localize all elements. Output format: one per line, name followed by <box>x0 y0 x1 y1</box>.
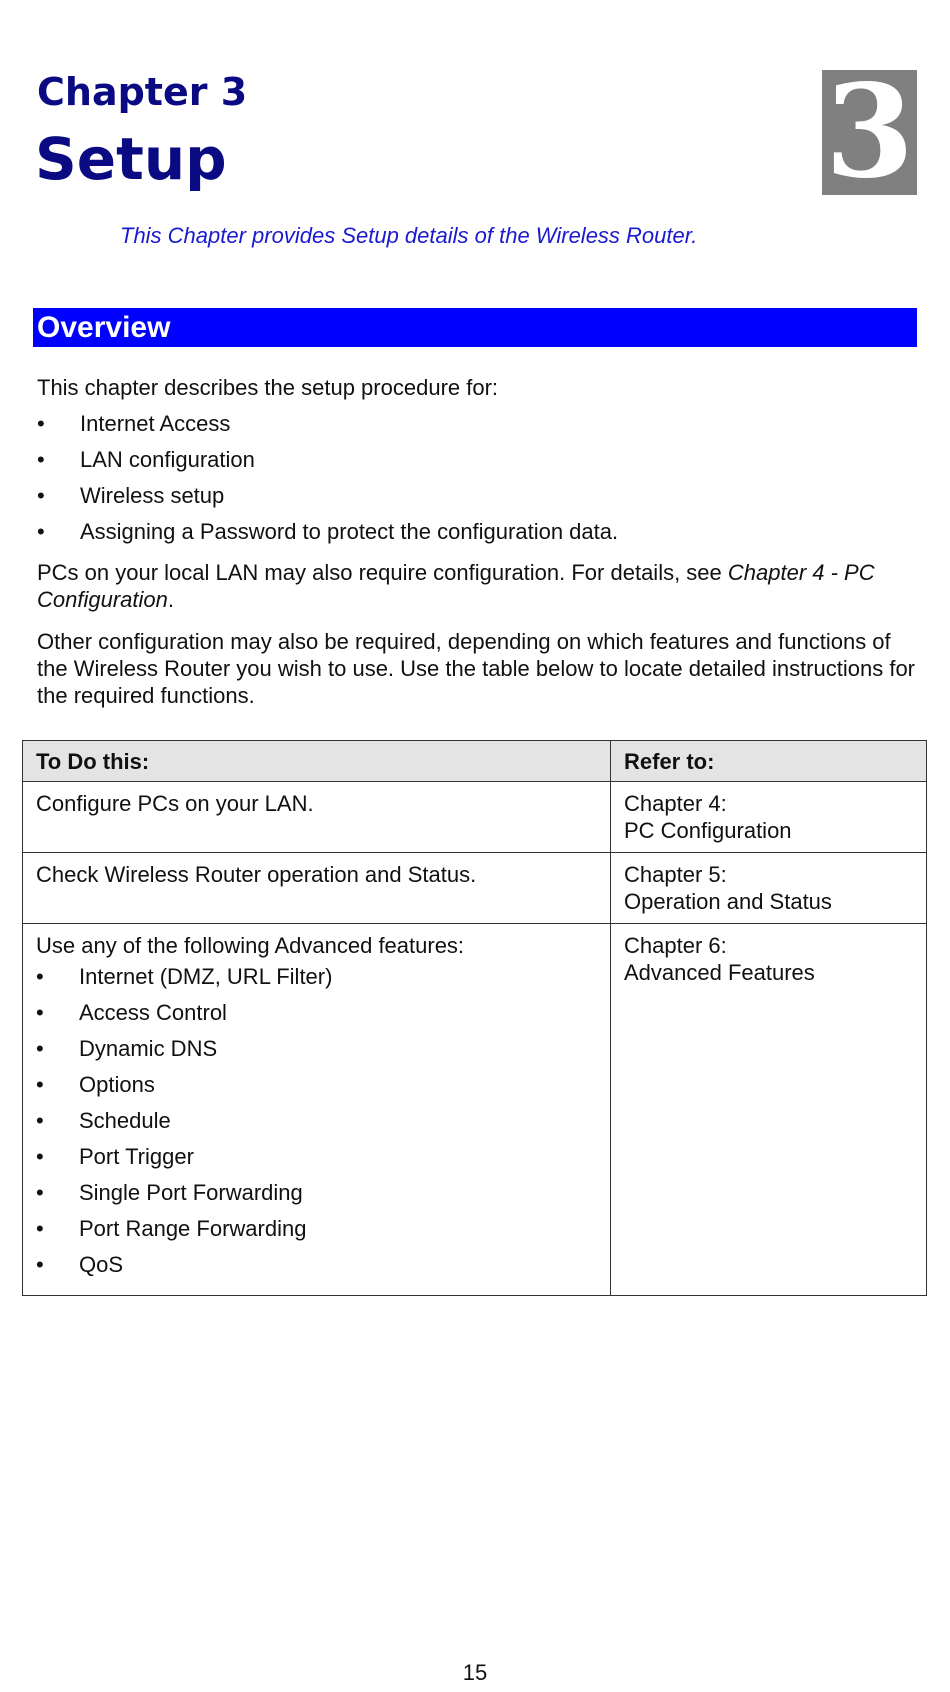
chapter-reference: Chapter 4 - PC Configuration <box>37 560 875 612</box>
chapter-label: Chapter 3 <box>37 70 248 114</box>
reference-title: Operation and Status <box>624 889 832 914</box>
list-item: • Assigning a Password to protect the configuration data. <box>37 518 618 554</box>
list-item: • Schedule <box>36 1107 597 1143</box>
other-config-paragraph: Other configuration may also be required, depending on which features and functions of the Wireless Router you wish to use. Use the table below to locate detailed instructions for the required functions. <box>37 629 916 708</box>
reference-cell <box>611 924 927 1296</box>
list-item: • Access Control <box>36 999 597 1035</box>
chapter-intro: This Chapter provides Setup details of the Wireless Router. <box>120 223 698 248</box>
reference-cell <box>611 782 927 853</box>
list-item: • Wireless setup <box>37 482 618 518</box>
list-item: • QoS <box>36 1251 597 1287</box>
reference-chapter: Chapter 4: <box>624 791 727 816</box>
task-cell: Configure PCs on your LAN. <box>23 782 611 853</box>
chapter-number-badge: 3 <box>822 70 917 195</box>
pc-config-paragraph <box>37 559 917 613</box>
list-item: • Options <box>36 1071 597 1107</box>
paragraph-text: PCs on your local LAN may also require configuration. For details, see <box>37 560 728 585</box>
table-header-row <box>23 741 927 782</box>
reference-chapter: Chapter 5: <box>624 862 727 887</box>
reference-table <box>22 740 927 1296</box>
task-text: Use any of the following Advanced features: <box>36 933 465 958</box>
task-cell: Check Wireless Router operation and Status. <box>23 853 611 924</box>
table-row <box>23 853 927 924</box>
column-header-reference: Refer to: <box>611 741 927 782</box>
section-heading-overview: Overview <box>33 308 917 347</box>
reference-chapter: Chapter 6: <box>624 933 727 958</box>
advanced-features-list <box>36 963 597 1287</box>
list-item: • Port Range Forwarding <box>36 1215 597 1251</box>
overview-lead: This chapter describes the setup procedure for: <box>37 375 499 400</box>
column-header-task: To Do this: <box>23 741 611 782</box>
task-cell <box>23 924 611 1296</box>
page-number: 15 <box>462 1660 488 1685</box>
reference-title: PC Configuration <box>624 818 792 843</box>
list-item: • Internet Access <box>37 410 618 446</box>
paragraph-text: . <box>167 587 174 612</box>
chapter-title: Setup <box>35 125 227 193</box>
list-item: • Single Port Forwarding <box>36 1179 597 1215</box>
table-row <box>23 924 927 1296</box>
table-row <box>23 782 927 853</box>
list-item: • LAN configuration <box>37 446 618 482</box>
list-item: • Internet (DMZ, URL Filter) <box>36 963 597 999</box>
reference-title: Advanced Features <box>624 960 815 985</box>
list-item: • Port Trigger <box>36 1143 597 1179</box>
setup-topic-list <box>37 410 618 554</box>
reference-cell <box>611 853 927 924</box>
list-item: • Dynamic DNS <box>36 1035 597 1071</box>
